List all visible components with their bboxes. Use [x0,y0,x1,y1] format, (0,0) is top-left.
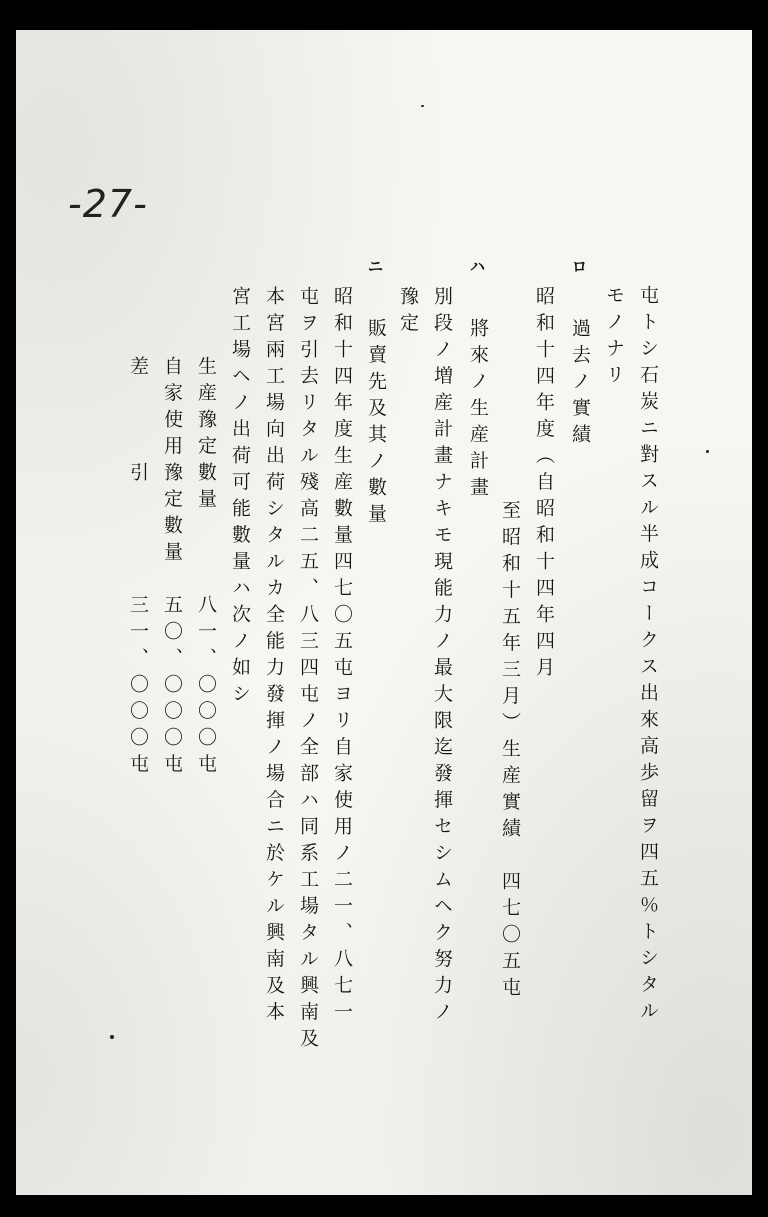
page-number: -27- [68,182,148,226]
section-heading: 將來ノ生産計畫 [467,318,489,504]
text-column: 本宮兩工場向出荷シタルカ全能力發揮ノ場合ニ於ケル興南及本 [263,286,285,1028]
table-row: 自家使用豫定數量 五〇、〇〇〇屯 [161,356,183,780]
table-row: 生産豫定數量 八一、〇〇〇屯 [195,356,217,780]
section-marker: ニ [365,258,384,282]
text-column: 豫定 [397,286,419,339]
text-column: 屯トシ石炭ニ對スル半成コークス出來高歩留ヲ四五％トシタル [637,285,659,1027]
ink-speck [110,1035,114,1039]
table-row: 差 引 三一、〇〇〇屯 [127,356,149,780]
text-column: 昭和十四年度（自昭和十四年四月 [533,286,555,684]
section-marker: ハ [467,258,486,282]
text-column: 至昭和十五年三月）生産實績 四七〇五屯 [499,500,521,1004]
section-heading: 販賣先及其ノ數量 [365,318,387,530]
ink-speck [706,450,709,453]
text-column: 宮工場ヘノ出荷可能數量ハ次ノ如シ [229,286,251,710]
document-page [16,30,752,1195]
ink-speck [421,105,424,107]
section-heading: 過去ノ實績 [569,318,591,451]
text-column: モノナリ [603,285,625,391]
text-column: 別段ノ増産計畫ナキモ現能力ノ最大限迄發揮セシムヘク努力ノ [431,286,453,1028]
section-marker: ロ [569,258,588,282]
text-column: 昭和十四年度生産數量四七〇五屯ヨリ自家使用ノ二一、八七一 [331,286,353,1028]
text-column: 屯ヲ引去リタル殘高二五、八三四屯ノ全部ハ同系工場タル興南及 [297,286,319,1055]
